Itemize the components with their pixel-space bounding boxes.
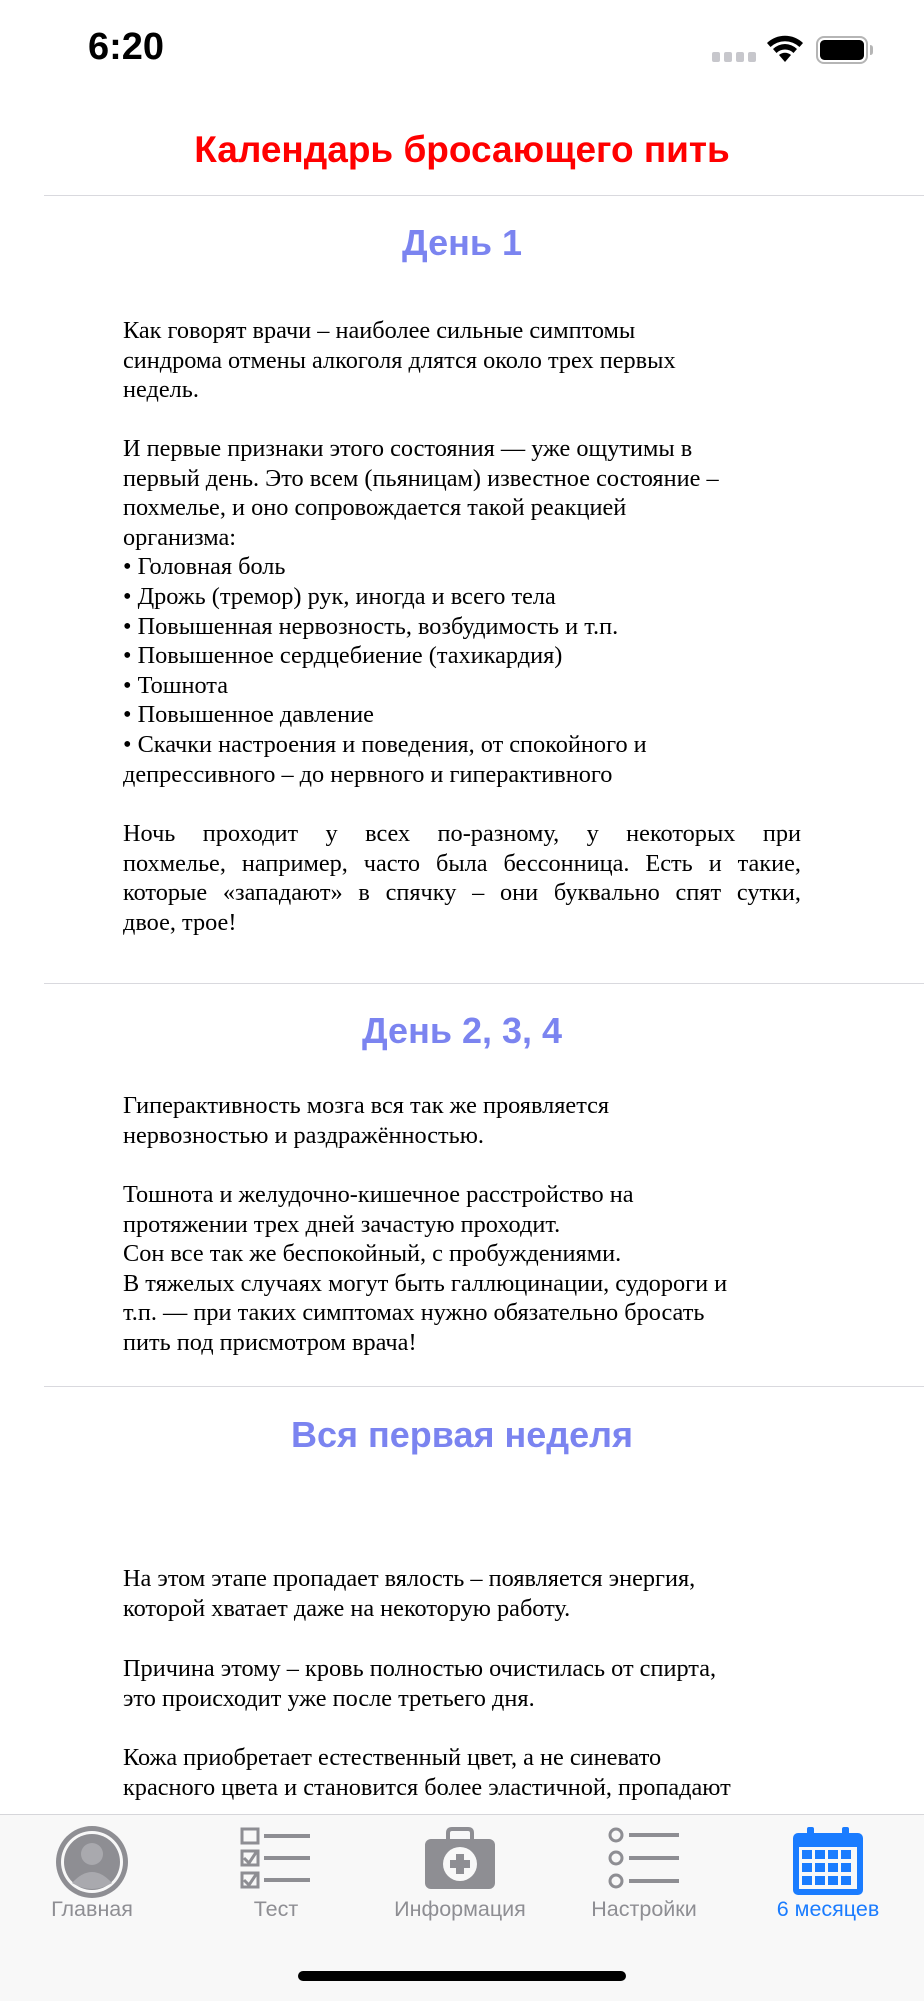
- text-line: И первые признаки этого состояния — уже ощутимы в: [123, 435, 693, 462]
- text-line: Причина этому – кровь полностью очистилась от спирта,: [123, 1655, 717, 1682]
- text-line: синдрома отмены алкоголя длятся около трех первых: [123, 346, 676, 374]
- text-line: похмелье, например, часто была бессонница. Есть и такие,: [123, 849, 801, 877]
- tab-label: 6 месяцев: [776, 1897, 880, 1921]
- text-line: депрессивного – до нервного и гиперактивного: [123, 760, 613, 788]
- text-line: В тяжелых случаях могут быть галлюцинации, судороги и: [123, 1269, 728, 1297]
- tab-label: Информация: [394, 1897, 526, 1921]
- section-title-day-1: День 1: [401, 222, 522, 263]
- tab-six-months[interactable]: [736, 1815, 920, 1935]
- battery-icon: [816, 36, 874, 64]
- paragraph: [123, 316, 801, 405]
- text-line: Ночь проходит у всех по-разному, у некоторых при: [123, 820, 801, 847]
- list-item: • Скачки настроения и поведения, от спокойного и: [123, 730, 647, 758]
- page-title: Календарь бросающего пить: [194, 129, 730, 170]
- text-line: похмелье, и оно сопровождается такой реакцией: [123, 494, 627, 522]
- status-time: 6:20: [88, 26, 165, 68]
- text-line: которой хватает даже на некоторую работу.: [123, 1594, 571, 1622]
- divider: [44, 1386, 924, 1387]
- paragraph: [123, 1180, 801, 1358]
- text-line: протяжении трех дней зачастую проходит.: [123, 1210, 561, 1238]
- list-item: • Тошнота: [123, 671, 228, 699]
- tab-settings[interactable]: [552, 1815, 736, 1935]
- text-line: Сон все так же беспокойный, с пробуждениями.: [123, 1240, 622, 1268]
- text-line: красного цвета и становится более эластичной, пропадают: [123, 1773, 731, 1801]
- tab-label: Главная: [51, 1897, 133, 1921]
- text-line: пить под присмотром врача!: [123, 1328, 417, 1356]
- list-item: • Головная боль: [123, 553, 286, 581]
- medical-kit-icon: [423, 1825, 497, 1899]
- text-line: это происходит уже после третьего дня.: [123, 1684, 535, 1712]
- tab-label: Настройки: [591, 1897, 697, 1921]
- section-title-first-week: Вся первая неделя: [291, 1414, 633, 1455]
- text-line: которые «западают» в спячку – они буквально спят сутки,: [123, 879, 801, 907]
- text-line: двое, трое!: [123, 908, 237, 936]
- paragraph: [123, 1564, 801, 1623]
- text-line: Кожа приобретает естественный цвет, а не синевато: [123, 1744, 662, 1771]
- list-icon: [607, 1825, 681, 1899]
- divider: [44, 983, 924, 984]
- text-line: Гиперактивность мозга вся так же проявляется: [123, 1092, 610, 1119]
- text-line: т.п. — при таких симптомах нужно обязательно бросать: [123, 1299, 705, 1327]
- tab-test[interactable]: [184, 1815, 368, 1935]
- list-item: • Повышенная нервозность, возбудимость и т.п.: [123, 612, 619, 640]
- home-indicator: [298, 1971, 626, 1981]
- divider: [44, 195, 924, 196]
- list-item: • Дрожь (тремор) рук, иногда и всего тела: [123, 582, 556, 610]
- cellular-signal-icon: [712, 52, 756, 62]
- paragraph: [123, 1654, 801, 1713]
- checklist-icon: [239, 1825, 313, 1899]
- paragraph: [123, 434, 801, 789]
- text-line: Как говорят врачи – наиболее сильные симптомы: [123, 317, 636, 344]
- text-line: организма:: [123, 523, 237, 551]
- status-bar: [0, 0, 924, 100]
- text-line: На этом этапе пропадает вялость – появляется энергия,: [123, 1565, 696, 1592]
- tab-home[interactable]: [0, 1815, 184, 1935]
- text-line: первый день. Это всем (пьяницам) известное состояние –: [123, 464, 719, 492]
- wifi-icon: [766, 34, 804, 64]
- text-line: нервозностью и раздражённостью.: [123, 1121, 484, 1149]
- profile-icon: [55, 1825, 129, 1899]
- paragraph: [123, 1091, 801, 1150]
- list-item: • Повышенное давление: [123, 701, 374, 729]
- paragraph: [123, 1743, 801, 1802]
- text-line: недель.: [123, 376, 199, 404]
- tab-label: Тест: [253, 1897, 299, 1921]
- calendar-icon: [791, 1825, 865, 1899]
- paragraph: [123, 819, 801, 937]
- section-title-day-2-3-4: День 2, 3, 4: [361, 1010, 563, 1051]
- list-item: • Повышенное сердцебиение (тахикардия): [123, 642, 563, 670]
- text-line: Тошнота и желудочно-кишечное расстройство на: [123, 1181, 634, 1208]
- tab-information[interactable]: [368, 1815, 552, 1935]
